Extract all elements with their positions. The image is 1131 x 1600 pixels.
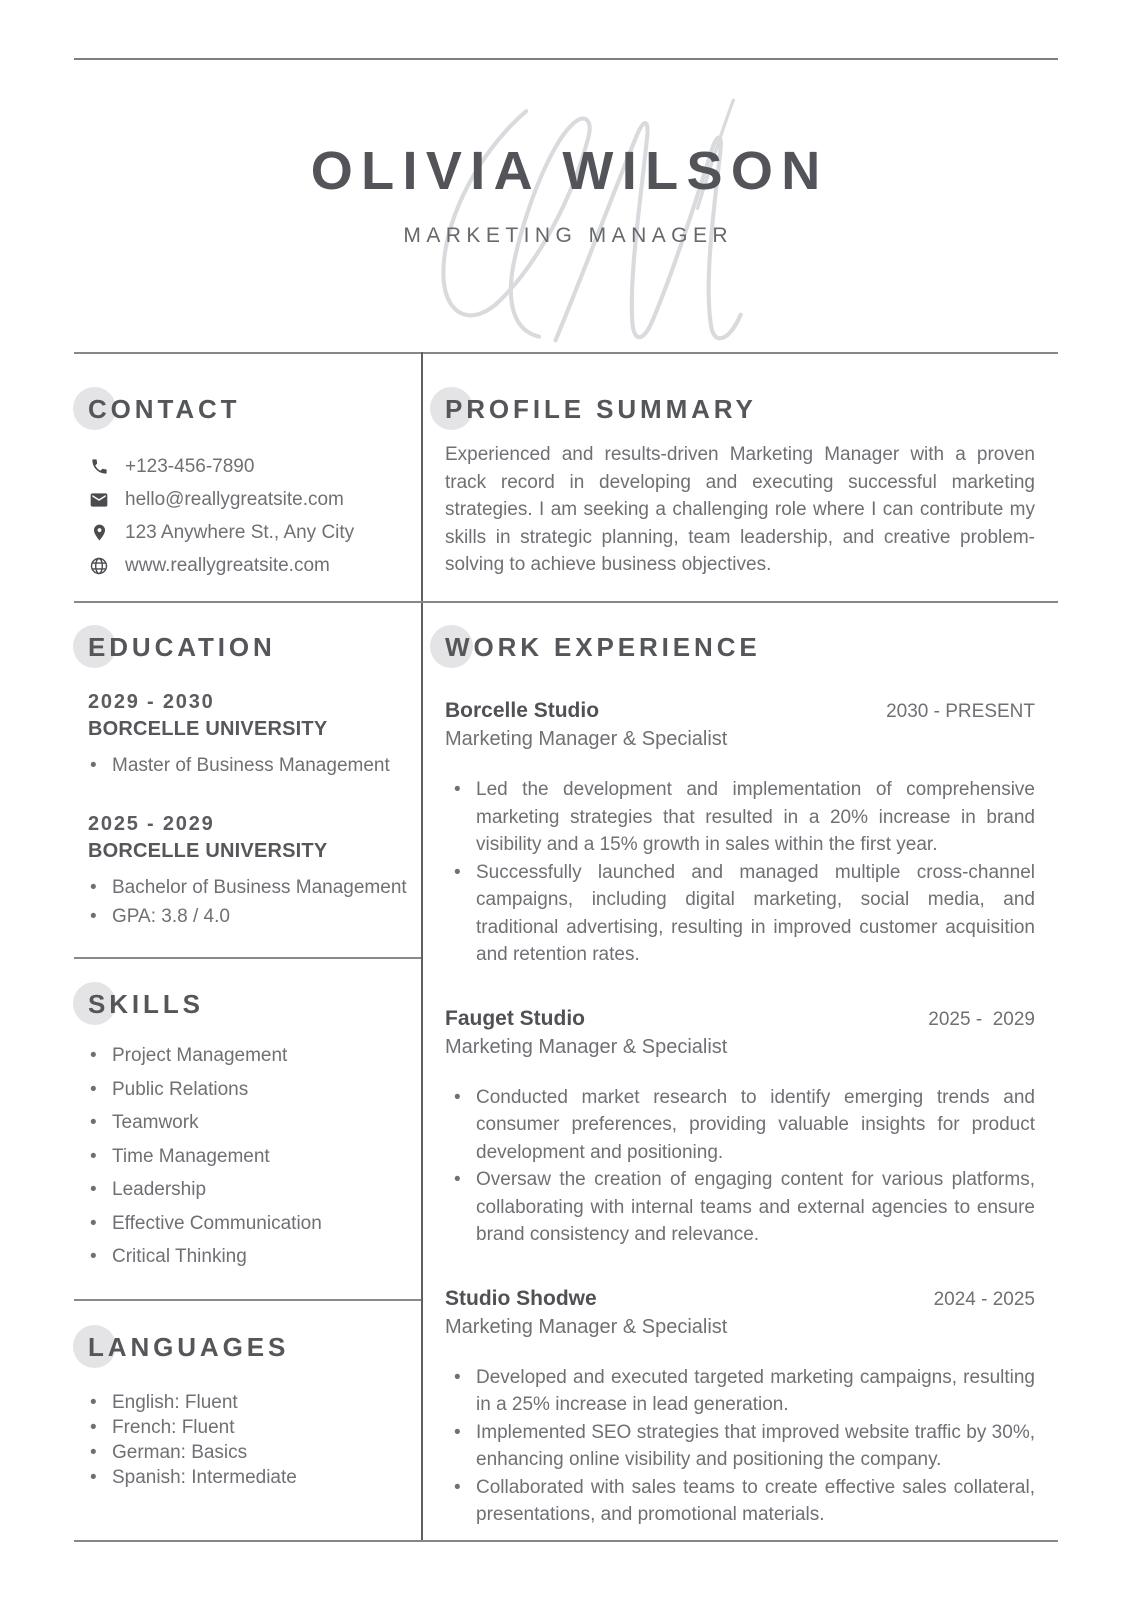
contact-section [88, 394, 408, 582]
list-item: • French: Fluent [90, 1417, 235, 1438]
job-header [445, 1286, 1035, 1312]
profile-summary-heading: PROFILE SUMMARY [445, 394, 757, 424]
job-header [445, 1006, 1035, 1032]
bullet-icon: • [454, 1476, 461, 1498]
education-dates: 2025 - 2029 [88, 813, 215, 835]
list-item: • English: Fluent [90, 1392, 238, 1413]
work-experience-heading: WORK EXPERIENCE [445, 632, 761, 662]
list-item: • Leadership [90, 1179, 207, 1200]
education-school: BORCELLE UNIVERSITY [88, 840, 328, 862]
list-item: • Teamwork [90, 1112, 199, 1133]
bullet-icon: • [90, 906, 97, 927]
list-item: • GPA: 3.8 / 4.0 [90, 906, 230, 927]
bullet-icon: • [454, 1086, 461, 1108]
contact-row-phone [88, 450, 408, 483]
list-item: • Critical Thinking [90, 1246, 247, 1267]
phone-number: +123-456-7890 [125, 455, 255, 477]
bullet-icon: • [90, 1179, 97, 1200]
list-item: • Bachelor of Business Management [90, 877, 407, 898]
education-degree-list [88, 755, 408, 776]
column-divider [421, 352, 423, 1540]
bullet-icon: • [90, 1212, 97, 1234]
job-header [445, 698, 1035, 724]
bullet-icon: • [90, 1442, 97, 1463]
list-item: • German: Basics [90, 1442, 248, 1463]
email-icon [88, 490, 110, 510]
job-company: Fauget Studio [445, 1006, 585, 1030]
list-item: • Effective Communication [90, 1212, 322, 1234]
bullet-icon: • [90, 1045, 97, 1066]
bullet-icon: • [90, 755, 97, 776]
bullet-icon: • [90, 1392, 97, 1413]
bullet-icon: • [454, 779, 461, 800]
job-entry [445, 698, 1035, 969]
person-title: MARKETING MANAGER [403, 224, 734, 247]
skills-section [88, 989, 408, 1280]
contact-row-website [88, 549, 408, 582]
job-dates: 2025 - 2029 [928, 1008, 1035, 1030]
bullet-icon: • [90, 1417, 97, 1438]
bottom-rule [74, 1540, 1058, 1542]
job-role: Marketing Manager & Specialist [445, 1315, 728, 1338]
contact-heading: CONTACT [88, 394, 240, 424]
languages-heading: LANGUAGES [88, 1332, 289, 1362]
education-item [88, 812, 408, 927]
job-entry [445, 1006, 1035, 1249]
skills-divider-rule [74, 957, 421, 959]
contact-list [88, 450, 408, 582]
education-dates: 2029 - 2030 [88, 691, 215, 713]
job-bullet-list [445, 776, 1035, 969]
list-item: • Project Management [90, 1045, 288, 1066]
education-item [88, 690, 408, 776]
header [0, 58, 1131, 352]
monogram-watermark-ow [418, 98, 748, 348]
list-item: • Led the development and implementation of comprehensive marketing strategies that resulted in a 20% increase in brand visibility and a 15% growth in sales within the first year. [445, 776, 1035, 859]
bullet-icon: • [90, 1246, 97, 1267]
education-heading: EDUCATION [88, 632, 276, 662]
job-bullet-list [445, 1364, 1035, 1529]
bullet-icon: • [454, 1169, 461, 1190]
job-bullet-list [445, 1084, 1035, 1249]
row-divider-rule [74, 601, 1058, 603]
job-dates: 2030 - PRESENT [886, 701, 1035, 722]
job-dates: 2024 - 2025 [933, 1288, 1035, 1310]
skills-heading: SKILLS [88, 989, 204, 1019]
header-divider-rule [74, 352, 1058, 354]
job-company: Studio Shodwe [445, 1286, 597, 1310]
list-item: • Public Relations [90, 1078, 249, 1100]
work-experience-section [445, 632, 1035, 1529]
list-item: • Developed and executed targeted marketing campaigns, resulting in a 25% increase in lead generation. [445, 1364, 1035, 1419]
education-degree-list [88, 877, 408, 927]
languages-divider-rule [74, 1299, 421, 1301]
person-name: OLIVIA WILSON [310, 141, 829, 201]
location-pin-icon [88, 523, 110, 542]
job-role: Marketing Manager & Specialist [445, 1035, 728, 1058]
bullet-icon: • [90, 877, 97, 898]
list-item: • Spanish: Intermediate [90, 1467, 297, 1488]
bullet-icon: • [90, 1078, 97, 1100]
list-item: • Master of Business Management [90, 755, 390, 776]
education-section [88, 632, 408, 935]
bullet-icon: • [454, 1366, 461, 1388]
job-entry [445, 1286, 1035, 1529]
website-url: www.reallygreatsite.com [125, 554, 330, 576]
bullet-icon: • [90, 1467, 97, 1488]
list-item: • Collaborated with sales teams to create effective sales collateral, presentations, and promotional materials. [445, 1474, 1035, 1529]
list-item: • Implemented SEO strategies that improved website traffic by 30%, enhancing online visibility and positioning the company. [445, 1419, 1035, 1474]
list-item: • Conducted market research to identify emerging trends and consumer preferences, providing valuable insights for product development and positioning. [445, 1084, 1035, 1167]
skills-list [88, 1045, 408, 1267]
list-item: • Time Management [90, 1145, 270, 1167]
list-item: • Oversaw the creation of engaging content for various platforms, collaborating with internal teams and external agencies to ensure brand consistency and relevance. [445, 1166, 1035, 1249]
bullet-icon: • [454, 861, 461, 883]
job-company: Borcelle Studio [445, 699, 600, 722]
profile-summary-section [445, 394, 1035, 579]
globe-icon [88, 556, 110, 576]
street-address: 123 Anywhere St., Any City [125, 521, 355, 543]
job-role: Marketing Manager & Specialist [445, 728, 728, 750]
languages-section [88, 1332, 408, 1492]
profile-summary-text: Experienced and results-driven Marketing Manager with a proven track record in developing and executing successful marketing strategies. I am seeking a challenging role where I can contribute my skills in strategic planning, team leadership, and creative problem-solving to achieve business objectives. [445, 444, 1035, 575]
education-school: BORCELLE UNIVERSITY [88, 718, 328, 740]
contact-row-email [88, 483, 408, 516]
bullet-icon: • [90, 1145, 97, 1167]
phone-icon [88, 457, 110, 476]
contact-row-address [88, 516, 408, 549]
languages-list [88, 1392, 408, 1488]
bullet-icon: • [454, 1421, 461, 1443]
email-address: hello@reallygreatsite.com [125, 488, 344, 510]
bullet-icon: • [90, 1112, 97, 1133]
list-item: • Successfully launched and managed multiple cross-channel campaigns, including digital marketing, social media, and traditional advertising, resulting in improved customer acquisition and retention rates. [445, 859, 1035, 969]
